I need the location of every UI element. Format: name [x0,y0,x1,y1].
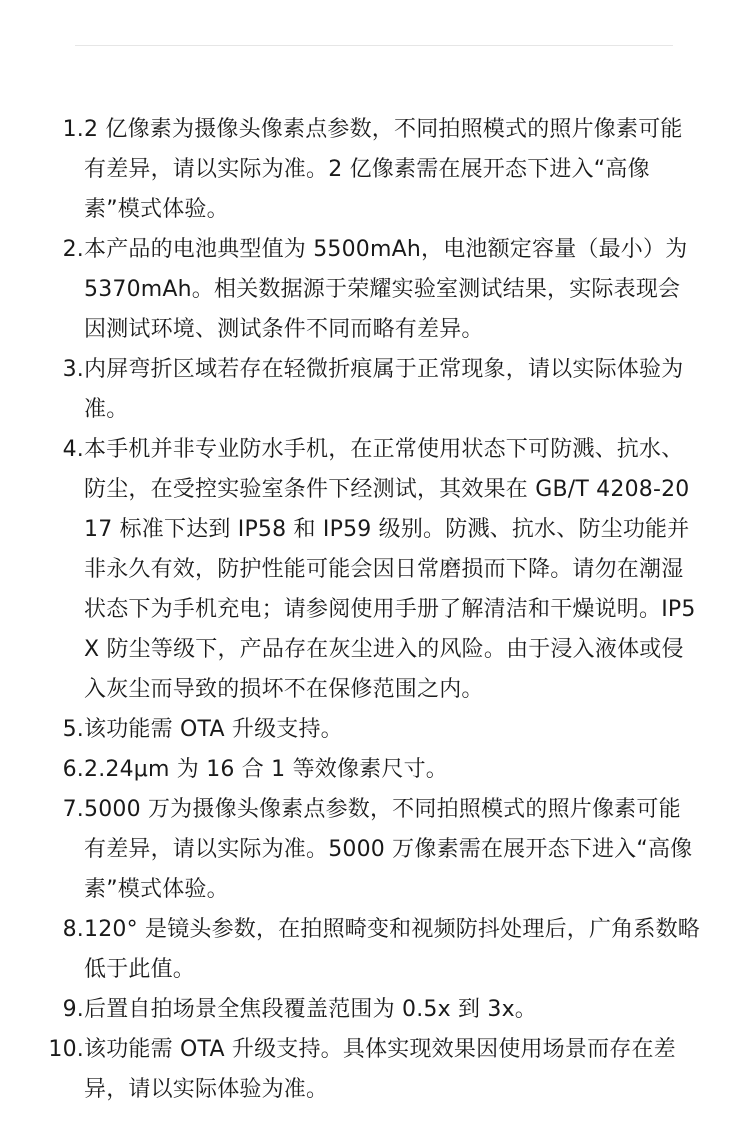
footnote-item [0,750,750,790]
footnote-item [0,710,750,750]
footnote-number: 8. [62,917,84,942]
footnote-text: 5000 万为摄像头像素点参数，不同拍照模式的照片像素可能有差异，请以实际为准。5000 万像素需在展开态下进入“高像素”模式体验。 [84,797,693,902]
footnote-item [0,230,750,350]
footnote-text: 120° 是镜头参数，在拍照畸变和视频防抖处理后，广角系数略低于此值。 [84,917,700,982]
footnote-item [0,1030,750,1110]
footnote-number: 10. [48,1037,84,1062]
footnote-number: 6. [62,757,84,782]
footnote-item [0,110,750,230]
footnote-text: 后置自拍场景全焦段覆盖范围为 0.5x 到 3x。 [84,997,538,1022]
footnote-item [0,910,750,990]
footnote-item [0,990,750,1030]
footnote-number: 9. [62,997,84,1022]
footnote-number: 7. [62,797,84,822]
footnote-text: 该功能需 OTA 升级支持。具体实现效果因使用场景而存在差异，请以实际体验为准。 [84,1037,676,1102]
footnote-text: 本产品的电池典型值为 5500mAh，电池额定容量（最小）为 5370mAh。相关数据源于荣耀实验室测试结果，实际表现会因测试环境、测试条件不同而略有差异。 [84,237,688,342]
footnote-text: 内屏弯折区域若存在轻微折痕属于正常现象，请以实际体验为准。 [84,357,684,422]
footnote-text: 2 亿像素为摄像头像素点参数，不同拍照模式的照片像素可能有差异，请以实际为准。2 亿像素需在展开态下进入“高像素”模式体验。 [84,117,683,222]
footnote-item [0,790,750,910]
footnote-text: 本手机并非专业防水手机，在正常使用状态下可防溅、抗水、防尘，在受控实验室条件下经测试，其效果在 GB/T 4208-2017 标准下达到 IP58 和 IP59 级别。防溅、抗水、防尘功能并非永久有效，防护性能可能会因日常磨损而下降。请勿在潮湿状态下为手机充电；请参阅使用手册了解清洁和干燥说明。IP5X 防尘等级下，产品存在灰尘进入的风险。由于浸入液体或侵入灰尘而导致的损坏不在保修范围之内。 [84,437,696,702]
footnote-text: 该功能需 OTA 升级支持。 [84,717,343,742]
footnote-number: 2. [62,237,84,262]
footnotes-list [0,110,750,1110]
footnote-item [0,350,750,430]
footnote-number: 1. [62,117,84,142]
footnote-text: 2.24μm 为 16 合 1 等效像素尺寸。 [84,757,448,782]
top-divider [75,45,673,46]
footnote-number: 4. [62,437,84,462]
footnote-number: 5. [62,717,84,742]
footnote-number: 3. [62,357,84,382]
footnote-item [0,430,750,710]
